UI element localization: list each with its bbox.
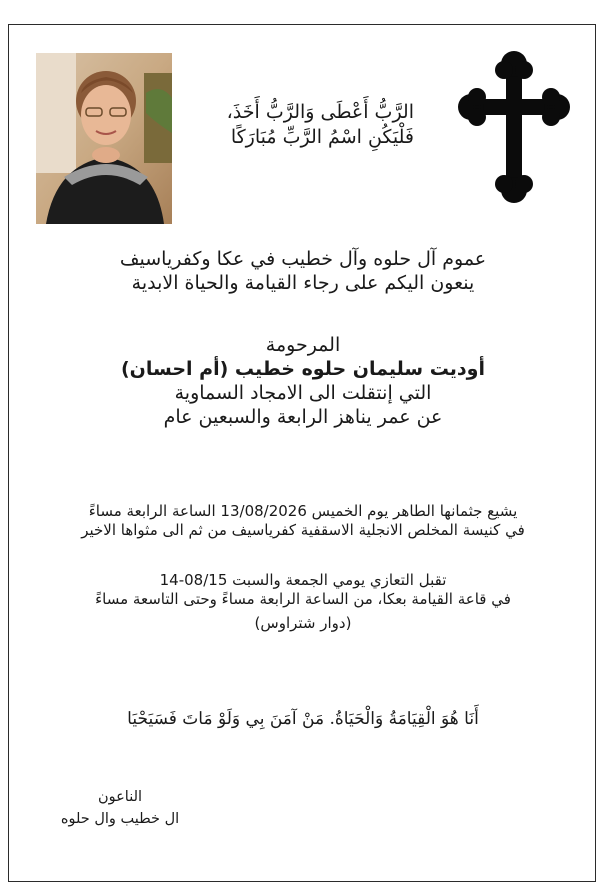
coptic-cross-icon bbox=[457, 50, 571, 206]
funeral-line-1: يشيع جثمانها الطاهر يوم الخميس 13/08/2026 الساعة الرابعة مساءً bbox=[88, 502, 518, 520]
families-announcement bbox=[20, 247, 586, 295]
signature-block bbox=[40, 786, 200, 830]
verse-line-1: الرَّبُّ أَعْطَى وَالرَّبُّ أَخَذَ، bbox=[226, 101, 414, 123]
condolences-details bbox=[20, 571, 586, 633]
signature-names: ال خطيب وال حلوه bbox=[60, 811, 180, 827]
deceased-label: المرحومة bbox=[265, 334, 341, 356]
deceased-line-1: التي إنتقلت الى الامجاد السماوية bbox=[174, 382, 432, 404]
deceased-photo bbox=[36, 53, 172, 224]
verse-line-2: فَلْيَكُنِ اسْمُ الرَّبِّ مُبَارَكًا bbox=[230, 126, 414, 148]
signature-label: الناعون bbox=[97, 789, 143, 805]
families-line-2: ينعون اليكم على رجاء القيامة والحياة الابدية bbox=[131, 272, 475, 294]
funeral-line-2: في كنيسة المخلص الانجلية الاسقفية كفرياسيف من ثم الى مثواها الاخير bbox=[81, 521, 525, 539]
deceased-line-2: عن عمر يناهز الرابعة والسبعين عام bbox=[163, 406, 443, 428]
resurrection-quote: أَنَا هُوَ الْقِيَامَةُ وَالْحَيَاةُ. مَنْ آمَنَ بِي وَلَوْ مَاتَ فَسَيَحْيَا bbox=[127, 709, 479, 729]
families-line-1: عموم آل حلوه وآل خطيب في عكا وكفرياسيف bbox=[119, 248, 487, 270]
condolences-line-3: (دوار شتراوس) bbox=[254, 614, 352, 632]
condolences-line-1: تقبل التعازي يومي الجمعة والسبت 08/15-14 bbox=[159, 571, 447, 589]
deceased-name: أوديت سليمان حلوه خطيب (أم احسان) bbox=[120, 358, 486, 380]
condolences-line-2: في قاعة القيامة بعكا، من الساعة الرابعة مساءً وحتى التاسعة مساءً bbox=[95, 590, 511, 608]
funeral-details bbox=[20, 502, 586, 540]
deceased-block bbox=[20, 333, 586, 429]
scripture-verse bbox=[180, 100, 414, 150]
